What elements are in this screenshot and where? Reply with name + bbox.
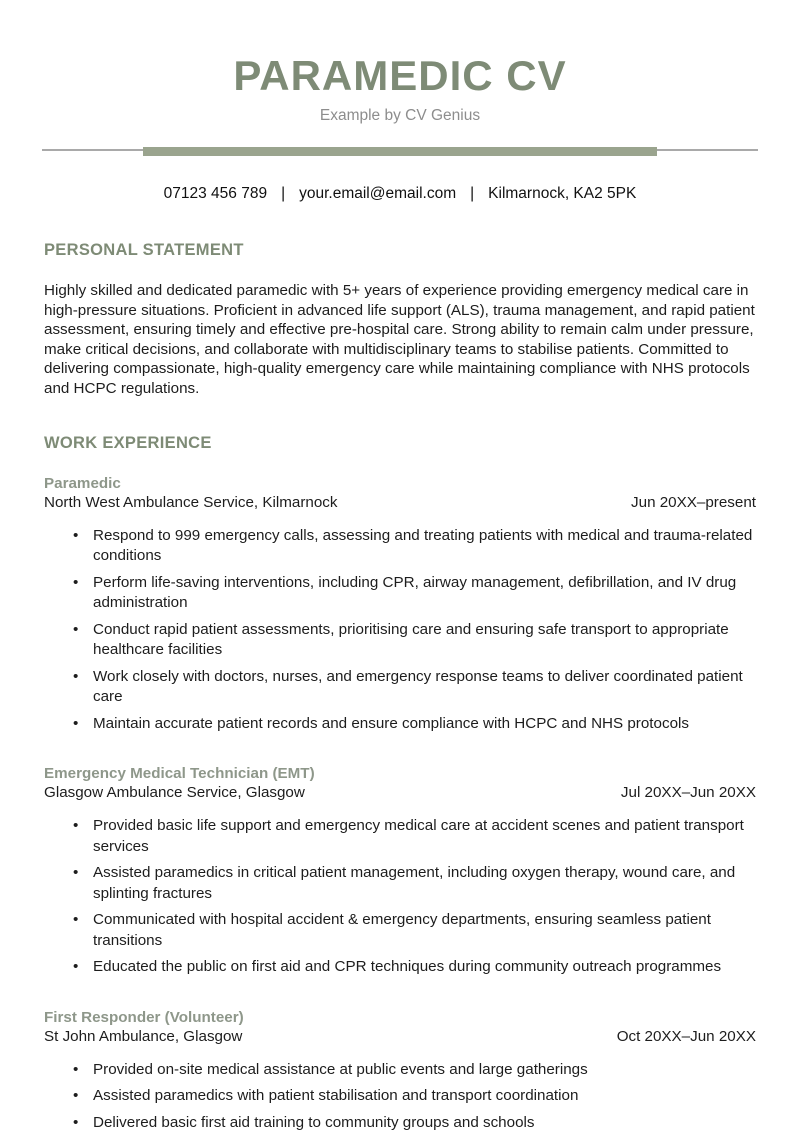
contact-phone: 07123 456 789 — [163, 185, 268, 202]
bullet-item: • Assisted paramedics with patient stabilisation and transport coordination — [44, 1086, 756, 1107]
contact-email: your.email@email.com — [299, 185, 457, 202]
bullet-item: • Respond to 999 emergency calls, assessing and treating patients with medical and trauma-related conditions — [44, 526, 756, 567]
job-bullet-list — [44, 526, 756, 735]
header-divider — [0, 146, 800, 156]
contact-location: Kilmarnock, KA2 5PK — [488, 185, 637, 202]
job-entry-emt — [44, 765, 756, 978]
job-meta-row — [44, 1027, 756, 1047]
bullet-item: • Provided basic life support and emergency medical care at accident scenes and patient transport services — [44, 816, 756, 857]
bullet-item: • Educated the public on first aid and CPR techniques during community outreach programmes — [44, 957, 756, 978]
page-title: PARAMEDIC CV — [233, 52, 567, 99]
bullet-item: • Perform life-saving interventions, including CPR, airway management, defibrillation, and IV drug administration — [44, 573, 756, 614]
job-entry-paramedic — [44, 475, 756, 735]
job-meta-row — [44, 783, 756, 803]
bullet-item: • Work closely with doctors, nurses, and emergency response teams to deliver coordinated patient care — [44, 667, 756, 708]
personal-statement-heading: PERSONAL STATEMENT — [44, 241, 244, 259]
contact-separator: | — [281, 185, 286, 202]
job-company: St John Ambulance, Glasgow — [44, 1027, 243, 1045]
job-dates: Jul 20XX–Jun 20XX — [620, 784, 756, 802]
bullet-item: • Provided on-site medical assistance at public events and large gatherings — [44, 1060, 756, 1081]
contact-separator: | — [470, 185, 475, 202]
section-work-experience — [44, 433, 756, 1132]
job-title: First Responder (Volunteer) — [44, 1008, 244, 1026]
section-personal-statement — [44, 240, 756, 399]
bullet-item: • Delivered basic first aid training to community groups and schools — [44, 1113, 756, 1132]
job-title: Paramedic — [44, 474, 121, 492]
job-bullet-list — [44, 1060, 756, 1132]
divider-bar — [143, 147, 657, 156]
personal-statement-text: Highly skilled and dedicated paramedic with 5+ years of experience providing emergency medical care in high-pressure situations. Proficient in advanced life support (ALS), trauma management, and rapid patient assessment, ensuring timely and effective pre-hospital care. Strong ability to remain calm under pressure, make critical decisions, and collaborate with multidisciplinary teams to stabilise patients. Committed to delivering compassionate, high-quality emergency care while maintaining compliance with NHS protocols and HCPC regulations. — [44, 282, 755, 397]
bullet-item: • Maintain accurate patient records and ensure compliance with HCPC and NHS protocols — [44, 714, 756, 735]
page-subtitle: Example by CV Genius — [319, 107, 481, 124]
bullet-item: • Communicated with hospital accident & emergency departments, ensuring seamless patient transitions — [44, 910, 756, 951]
bullet-item: • Conduct rapid patient assessments, prioritising care and ensuring safe transport to appropriate healthcare facilities — [44, 620, 756, 661]
job-entry-first-responder — [44, 1009, 756, 1132]
job-dates: Oct 20XX–Jun 20XX — [616, 1027, 756, 1045]
job-dates: Jun 20XX–present — [631, 493, 756, 511]
job-bullet-list — [44, 816, 756, 978]
bullet-item: • Assisted paramedics in critical patient management, including oxygen therapy, wound care, and splinting fractures — [44, 863, 756, 904]
cv-header — [0, 54, 800, 204]
contact-line — [0, 184, 800, 204]
job-company: North West Ambulance Service, Kilmarnock — [44, 493, 338, 511]
job-title: Emergency Medical Technician (EMT) — [44, 765, 315, 783]
job-meta-row — [44, 493, 756, 513]
cv-body — [0, 240, 800, 1132]
job-company: Glasgow Ambulance Service, Glasgow — [44, 784, 305, 802]
work-experience-heading: WORK EXPERIENCE — [44, 433, 212, 452]
